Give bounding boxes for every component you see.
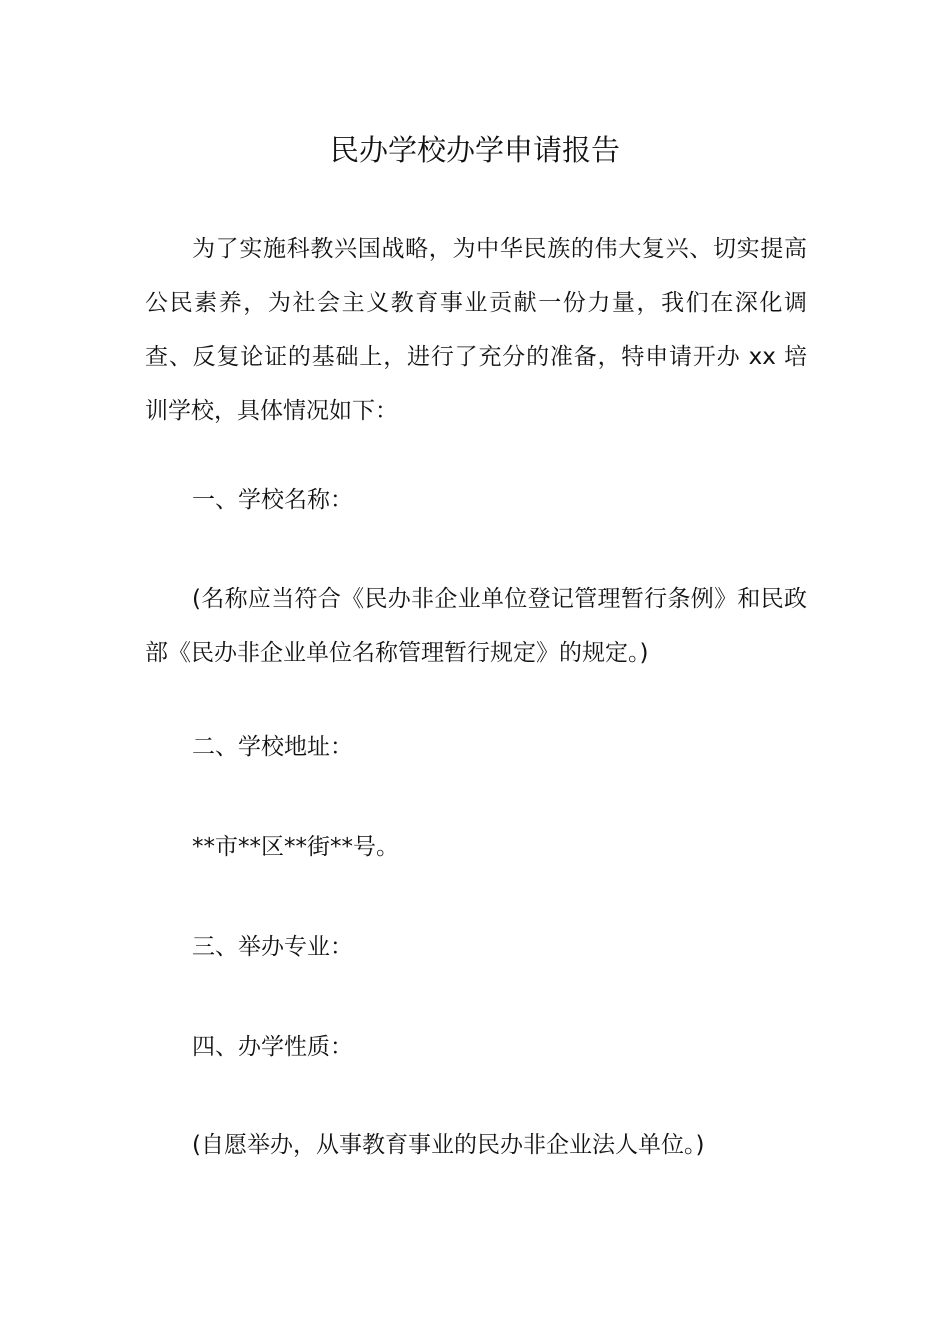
document-title: 民办学校办学申请报告 — [329, 133, 620, 167]
intro-paragraph: 为了实施科教兴国战略，为中华民族的伟大复兴、切实提高公民素养，为社会主义教育事业贡献一份力量，我们在深化调查、反复论证的基础上，进行了充分的准备，特申请开办 xx 培训学校，具体情况如下： — [145, 236, 807, 424]
section-heading-nature: 四、办学性质： — [192, 1034, 353, 1060]
section-heading-address: 二、学校地址： — [192, 734, 353, 760]
school-address-text: **市**区**街**号。 — [192, 834, 399, 860]
section-note-nature: (自愿举办，从事教育事业的民办非企业法人单位。) — [192, 1132, 705, 1158]
section-note-name: (名称应当符合《民办非企业单位登记管理暂行条例》和民政部《民办非企业单位名称管理暂行规定》的规定。) — [145, 586, 807, 666]
section-heading-major: 三、举办专业： — [192, 934, 353, 960]
section-heading-name: 一、学校名称： — [192, 487, 353, 513]
